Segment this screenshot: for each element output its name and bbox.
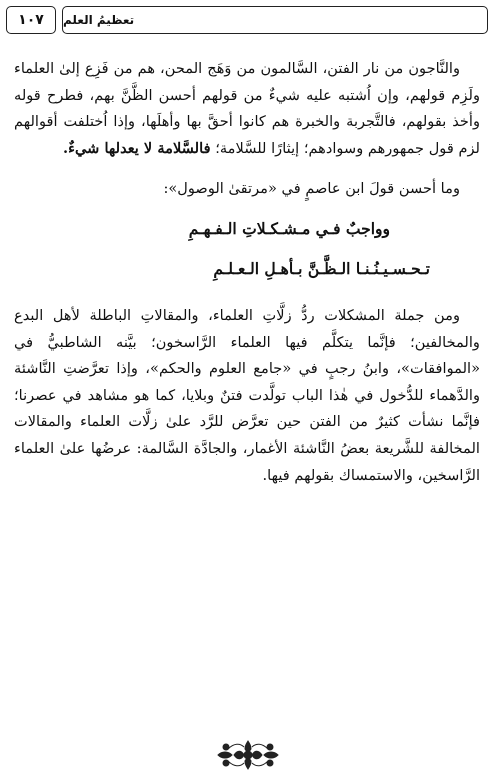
poem-verse-2: تـحـسـيـنُـنـا الـظَّـنَّ بـأهـلِ الـعـلـمِ [213,258,430,278]
poem [14,209,480,289]
running-title: تعظيمُ العلم [62,6,488,34]
paragraph-2: وما أحسن قولَ ابن عاصمٍ في «مرتقىٰ الوصول»: [163,180,460,198]
page-number: ١٠٧ [6,6,56,34]
page-header [6,6,488,34]
poem-verse-1: وواجبٌ فـي مـشـكـلاتِ الـفـهـمِ [188,218,390,238]
paragraph-1 [14,56,480,162]
paragraph-3: ومن جملة المشكلات ردُّ زلَّاتِ العلماء، والمقالاتِ الباطلة لأهل البدع والمخالفين؛ فإنَّما يتكلَّم فيها العلماء الرَّاسخون؛ بيَّنه الشاطبيُّ في «الموافقات»، وابنُ رجبٍ في «جامع العلوم والحكم»، وإذا تعرَّضتِ النَّاشئة والدَّهماء للدُّخول في هٰذا الباب تولَّدت فتنٌ وبلايا، كما هو مشاهد في عصرنا؛ فإنَّما نشأت كثيرٌ من الفتن حين تعرَّض للرَّد علىٰ زلَّات العلماء والمقالات المخالفة للشَّريعة بعضُ النَّاشئة الأغمار، والجادَّة السَّالمة: عرضُها علىٰ العلماء الرَّاسخين، والاستمساك بقولهم فيها. [14,306,480,484]
page-body [14,56,480,489]
paragraph-1-text: والنَّاجون من نار الفتن، السَّالمون من وَهَج المحن، هم من فَزِع إلىٰ العلماء ولَزِم قولهم، وإن اُشتبه عليه شيءٌ من قولهم أحسن الظَّنَّ بهم، فطرح قوله وأخذ بقولهم، فالتَّجربة والخبرة هم كانوا أحقَّ بها وأهلَها، وإذا اُختلفت أقوالهم لزم قول جمهورهم وسوادهم؛ إيثارًا للسَّلامة؛ [14,60,480,157]
floral-ornament-icon [214,737,282,773]
paragraph-1-bold: فالسَّلامة لا يعدلها شيءٌ. [63,139,211,157]
